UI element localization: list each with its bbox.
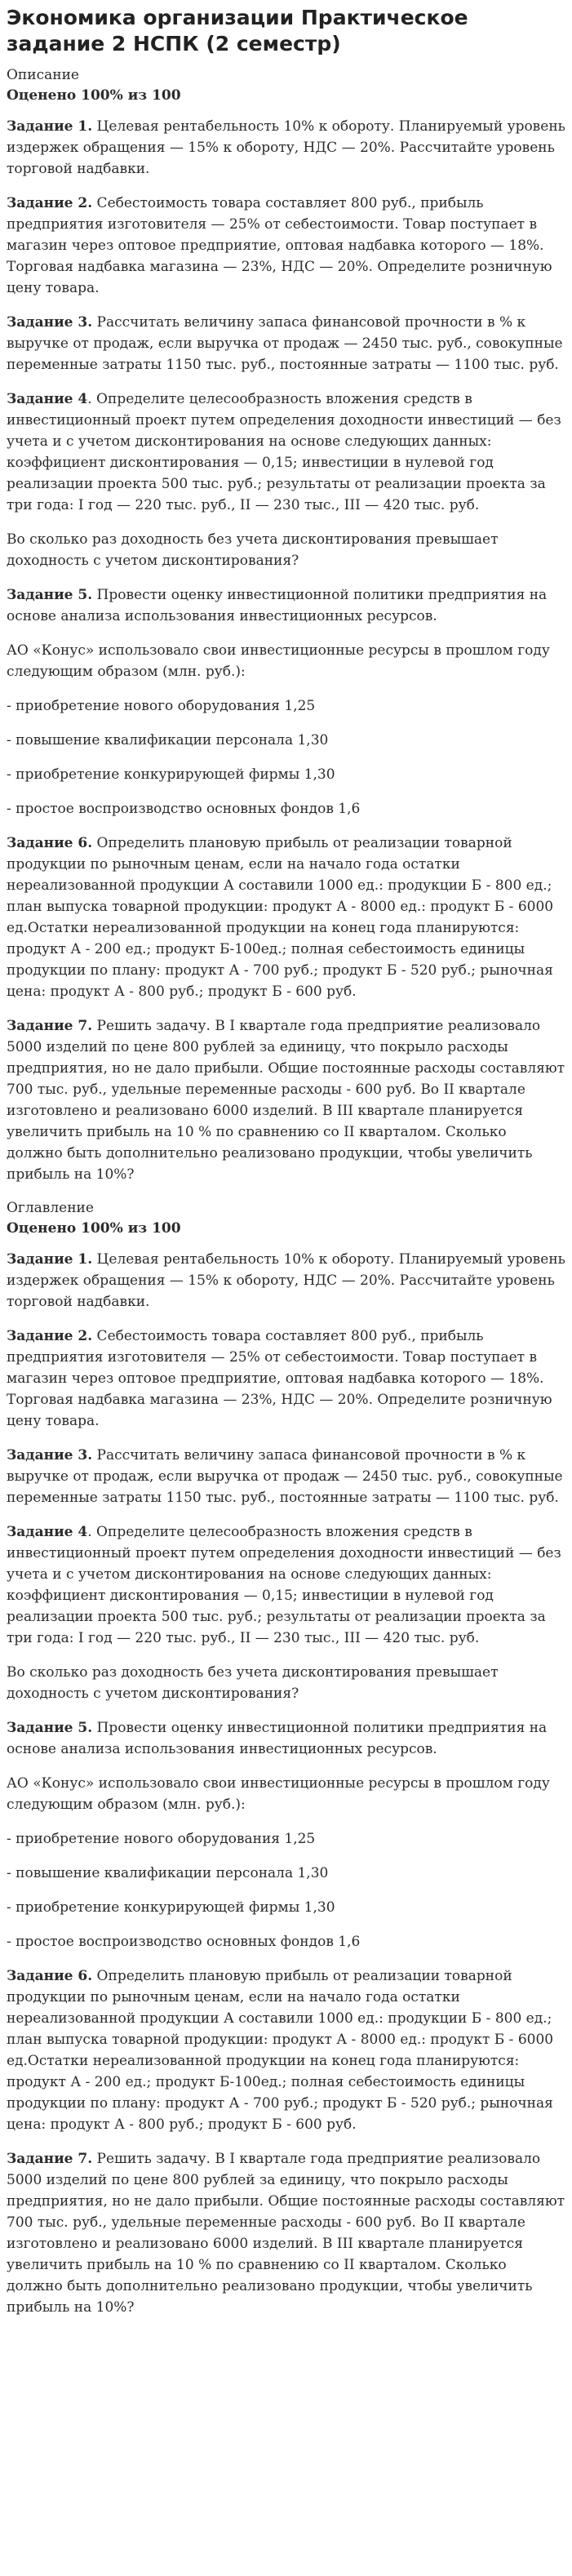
- task-label: Задание 2.: [7, 1328, 93, 1344]
- task-paragraph: [7, 116, 565, 180]
- task-paragraph: [7, 2148, 565, 2318]
- task-label: Задание 6.: [7, 835, 93, 851]
- task-text: АО «Конус» использовало свои инвестиционные ресурсы в прошлом году следующим образом (млн. руб.):: [7, 1775, 550, 1813]
- task-paragraph: [7, 1445, 565, 1508]
- sections-container: [7, 65, 565, 2318]
- task-text: - приобретение нового оборудования 1,25: [7, 698, 316, 714]
- task-paragraph: [7, 1015, 565, 1185]
- task-text: Определить плановую прибыль от реализации товарной продукции по рыночным ценам, если на начало года остатки нереализованной продукции А составили 1000 ед.: продукции Б - 800 ед.; план выпуска товарной продукции: продукт А - 8000 ед.: продукт Б - 6000 ед.Остатки нереализованной продукции на конец года планируются: продукт А - 200 ед.; продукт Б-100ед.; полная себестоимость единицы продукции по плану: продукт А - 700 руб.; продукт Б - 520 руб.; рыночная цена: продукт А - 800 руб.; продукт Б - 600 руб.: [7, 1968, 554, 2133]
- task-paragraph: [7, 1326, 565, 1432]
- task-paragraph: [7, 1863, 565, 1884]
- task-paragraph: [7, 1965, 565, 2135]
- task-paragraph: [7, 1897, 565, 1918]
- task-text: Во сколько раз доходность без учета дисконтирования превышает доходность с учетом дисконтирования?: [7, 531, 499, 569]
- task-text: Провести оценку инвестиционной политики предприятия на основе анализа использования инвестиционных ресурсов.: [7, 1720, 548, 1757]
- task-text: Решить задачу. В I квартале года предприятие реализовало 5000 изделий по цене 800 рублей за единицу, что покрыло расходы предприятия, но не дало прибыли. Общие постоянные расходы составляют 700 тыс. руб., удельные переменные расходы - 600 руб. Во II квартале изготовлено и реализовано 6000 изделий. В III квартале планируется увеличить прибыль на 10 % по сравнению со II кварталом. Сколько должно быть дополнительно реализовано продукции, чтобы увеличить прибыль на 10%?: [7, 1018, 565, 1183]
- task-paragraph: [7, 640, 565, 682]
- section-heading: Оглавление: [7, 1200, 94, 1216]
- task-text: АО «Конус» использовало свои инвестиционные ресурсы в прошлом году следующим образом (млн. руб.):: [7, 642, 550, 680]
- task-label: Задание 3.: [7, 1447, 93, 1463]
- task-paragraph: [7, 1828, 565, 1850]
- task-text: - приобретение конкурирующей фирмы 1,30: [7, 766, 335, 783]
- task-text: Целевая рентабельность 10% к обороту. Планируемый уровень издержек обращения — 15% к обороту, НДС — 20%. Рассчитайте уровень торговой надбавки.: [7, 1251, 565, 1310]
- task-paragraph: [7, 529, 565, 571]
- task-paragraph: [7, 695, 565, 717]
- task-paragraph: [7, 1662, 565, 1704]
- task-text: Себестоимость товара составляет 800 руб., прибыль предприятия изготовителя — 25% от себестоимости. Товар поступает в магазин через оптовое предприятие, оптовая надбавка которого — 18%. Торговая надбавка магазина — 23%, НДС — 20%. Определите розничную цену товара.: [7, 195, 552, 296]
- task-text: Во сколько раз доходность без учета дисконтирования превышает доходность с учетом дисконтирования?: [7, 1664, 499, 1702]
- task-paragraph: [7, 1773, 565, 1815]
- task-text: - приобретение конкурирующей фирмы 1,30: [7, 1899, 335, 1916]
- task-text: Целевая рентабельность 10% к обороту. Планируемый уровень издержек обращения — 15% к обороту, НДС — 20%. Рассчитайте уровень торговой надбавки.: [7, 118, 565, 177]
- task-text: - повышение квалификации персонала 1,30: [7, 732, 329, 748]
- task-paragraph: [7, 389, 565, 516]
- task-label: Задание 7.: [7, 1018, 93, 1034]
- task-text: . Определите целесообразность вложения средств в инвестиционный проект путем определения доходности инвестиций — без учета и с учетом дисконтирования на основе следующих данных: коэффициент дисконтирования — 0,15; инвестиции в нулевой год реализации проекта 500 тыс. руб.; результаты от реализации проекта за три года: I год — 220 тыс. руб., II — 230 тыс., III — 420 тыс. руб.: [7, 391, 561, 513]
- task-paragraph: [7, 730, 565, 751]
- task-label: Задание 5.: [7, 1720, 93, 1736]
- task-text: - простое воспроизводство основных фондов 1,6: [7, 801, 361, 817]
- task-text: Определить плановую прибыль от реализации товарной продукции по рыночным ценам, если на начало года остатки нереализованной продукции А составили 1000 ед.: продукции Б - 800 ед.; план выпуска товарной продукции: продукт А - 8000 ед.: продукт Б - 6000 ед.Остатки нереализованной продукции на конец года планируются: продукт А - 200 ед.; продукт Б-100ед.; полная себестоимость единицы продукции по плану: продукт А - 700 руб.; продукт Б - 520 руб.; рыночная цена: продукт А - 800 руб.; продукт Б - 600 руб.: [7, 835, 554, 1000]
- score-label: Оценено 100% из 100: [7, 1220, 181, 1237]
- task-paragraph: [7, 1249, 565, 1312]
- task-text: - простое воспроизводство основных фондов 1,6: [7, 1934, 361, 1950]
- task-label: Задание 3.: [7, 314, 93, 331]
- section-heading: Описание: [7, 67, 79, 83]
- task-text: Рассчитать величину запаса финансовой прочности в % к выручке от продаж, если выручка от продаж — 2450 тыс. руб., совокупные переменные затраты 1150 тыс. руб., постоянные затраты — 1100 тыс. руб.: [7, 314, 563, 373]
- task-label: Задание 1.: [7, 1251, 93, 1268]
- task-label: Задание 4: [7, 1524, 88, 1540]
- task-paragraph: [7, 584, 565, 627]
- task-text: Решить задачу. В I квартале года предприятие реализовало 5000 изделий по цене 800 рублей за единицу, что покрыло расходы предприятия, но не дало прибыли. Общие постоянные расходы составляют 700 тыс. руб., удельные переменные расходы - 600 руб. Во II квартале изготовлено и реализовано 6000 изделий. В III квартале планируется увеличить прибыль на 10 % по сравнению со II кварталом. Сколько должно быть дополнительно реализовано продукции, чтобы увеличить прибыль на 10%?: [7, 2151, 565, 2316]
- task-paragraph: [7, 1521, 565, 1649]
- task-label: Задание 5.: [7, 587, 93, 603]
- task-paragraph: [7, 193, 565, 299]
- task-label: Задание 1.: [7, 118, 93, 135]
- task-label: Задание 2.: [7, 195, 93, 211]
- task-label: Задание 7.: [7, 2151, 93, 2167]
- task-label: Задание 6.: [7, 1968, 93, 1984]
- task-text: Рассчитать величину запаса финансовой прочности в % к выручке от продаж, если выручка от продаж — 2450 тыс. руб., совокупные переменные затраты 1150 тыс. руб., постоянные затраты — 1100 тыс. руб.: [7, 1447, 563, 1506]
- task-text: Провести оценку инвестиционной политики предприятия на основе анализа использования инвестиционных ресурсов.: [7, 587, 548, 624]
- task-label: Задание 4: [7, 391, 88, 407]
- task-paragraph: [7, 764, 565, 785]
- task-text: - приобретение нового оборудования 1,25: [7, 1831, 316, 1847]
- description-section: [7, 65, 565, 1185]
- task-text: . Определите целесообразность вложения средств в инвестиционный проект путем определения доходности инвестиций — без учета и с учетом дисконтирования на основе следующих данных: коэффициент дисконтирования — 0,15; инвестиции в нулевой год реализации проекта 500 тыс. руб.; результаты от реализации проекта за три года: I год — 220 тыс. руб., II — 230 тыс., III — 420 тыс. руб.: [7, 1524, 561, 1646]
- task-paragraph: [7, 1931, 565, 1952]
- task-text: - повышение квалификации персонала 1,30: [7, 1865, 329, 1881]
- score-label: Оценено 100% из 100: [7, 87, 181, 104]
- task-paragraph: [7, 798, 565, 819]
- task-text: Себестоимость товара составляет 800 руб., прибыль предприятия изготовителя — 25% от себестоимости. Товар поступает в магазин через оптовое предприятие, оптовая надбавка которого — 18%. Торговая надбавка магазина — 23%, НДС — 20%. Определите розничную цену товара.: [7, 1328, 552, 1429]
- task-paragraph: [7, 1717, 565, 1760]
- contents-section: [7, 1198, 565, 2318]
- page-title: Экономика организации Практическое задание 2 НСПК (2 семестр): [7, 6, 468, 56]
- task-paragraph: [7, 833, 565, 1002]
- task-paragraph: [7, 312, 565, 375]
